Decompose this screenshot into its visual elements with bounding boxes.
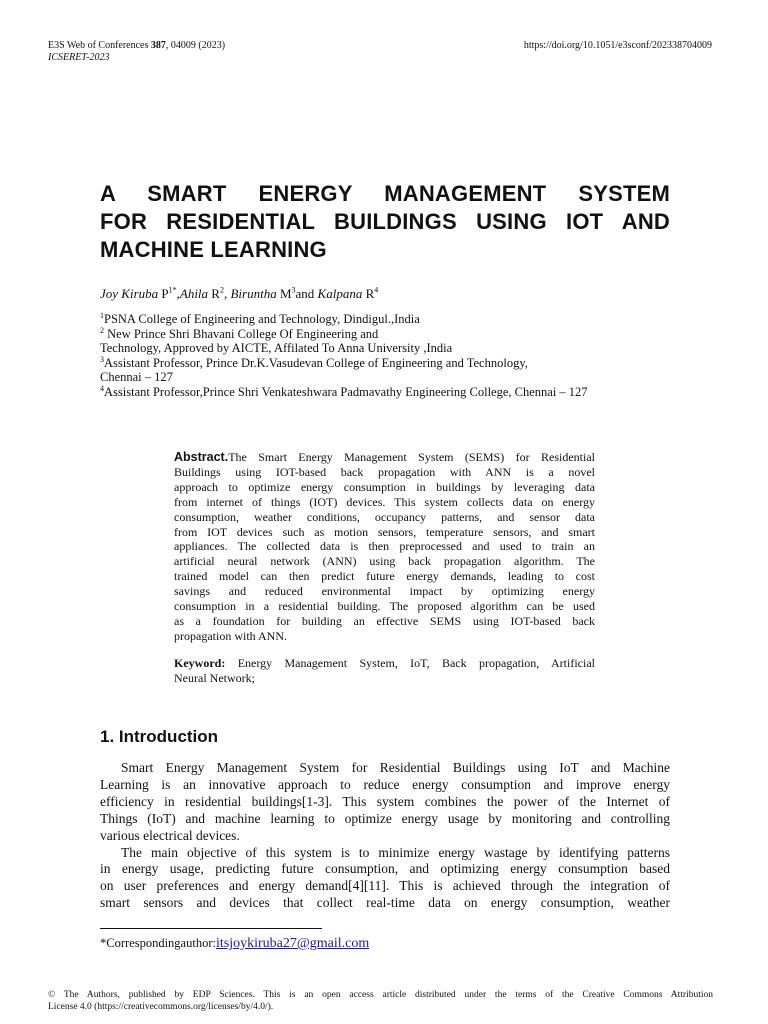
author-separator: , bbox=[223, 286, 231, 301]
abstract-line: consumption, weather conditions, occupancy patterns, and sensor data bbox=[174, 509, 595, 524]
author-separator: , bbox=[176, 286, 180, 301]
abstract-line: trained model can then predict future energy demands, leading to cost bbox=[174, 569, 595, 584]
journal-article: , 04009 (2023) bbox=[165, 40, 226, 51]
body-line: The main objective of this system is to minimize energy wastage by identifying patterns bbox=[121, 844, 670, 860]
title-line: MACHINE LEARNING bbox=[100, 237, 327, 262]
author-sup: 1* bbox=[168, 285, 177, 295]
footnote-divider bbox=[100, 928, 322, 929]
author-sup: 3 bbox=[291, 285, 296, 295]
body-line: Smart Energy Management System for Residential Buildings using IoT and Machine bbox=[121, 760, 670, 775]
abstract-line: as a foundation for building an effective SEMS using IOT-based back bbox=[174, 613, 595, 628]
author-sup: 2 bbox=[219, 285, 224, 295]
license-notice bbox=[48, 990, 713, 1013]
abstract-line bbox=[174, 450, 595, 465]
author-name: Ahila bbox=[179, 286, 209, 301]
keyword-line: Neural Network; bbox=[174, 670, 255, 685]
body-line: various electrical devices. bbox=[100, 827, 240, 843]
author-separator: and bbox=[295, 286, 318, 301]
affiliation-text: Assistant Professor,Prince Shri Venkateshwara Padmavathy Engineering College, Chennai – 127 bbox=[104, 384, 588, 399]
email-link[interactable]: itsjoykiruba27@gmail.com bbox=[215, 936, 370, 951]
abstract-line: appliances. The collected data is then preprocessed and used to train an bbox=[174, 539, 595, 554]
license-line: License 4.0 (https://creativecommons.org/licenses/by/4.0/). bbox=[48, 1001, 274, 1012]
doi-link[interactable]: https://doi.org/10.1051/e3sconf/202338704009 bbox=[523, 40, 712, 51]
abstract-line: from IOT devices such as motion sensors, temperature sensors, and smart bbox=[174, 524, 595, 539]
author-name: Biruntha bbox=[230, 286, 277, 301]
abstract-line: savings and reduced environmental impact by optimizing energy bbox=[174, 584, 595, 599]
affiliation-text: Chennai – 127 bbox=[100, 370, 173, 384]
body-line: smart sensors and devices that collect real-time data on energy consumption, weather bbox=[100, 895, 670, 911]
body-line: in energy usage, predicting future consumption, and optimizing energy consumption based bbox=[100, 861, 670, 877]
title-line: A SMART ENERGY MANAGEMENT SYSTEM bbox=[100, 181, 670, 206]
abstract-line: approach to optimize energy consumption in buildings by leveraging data bbox=[174, 479, 595, 494]
affiliation-text: Technology, Approved by AICTE, Affilated To Anna University ,India bbox=[100, 341, 453, 355]
paper-title bbox=[100, 180, 670, 264]
body-line: efficiency in residential buildings[1-3]. This system combines the power of the Internet of bbox=[100, 793, 670, 809]
title-line: FOR RESIDENTIAL BUILDINGS USING IOT AND bbox=[100, 209, 670, 234]
author-name: Joy Kiruba bbox=[100, 286, 159, 301]
keywords bbox=[174, 656, 595, 686]
abstract-line: artificial neural network (ANN) using back propagation algorithm. The bbox=[174, 554, 595, 569]
keyword-text: Energy Management System, IoT, Back propagation, Artificial bbox=[225, 656, 595, 670]
journal-volume: 387 bbox=[150, 40, 166, 51]
introduction-body bbox=[100, 760, 670, 912]
conference-name: ICSERET-2023 bbox=[48, 52, 110, 63]
footnote-prefix: *Correspondingauthor: bbox=[100, 936, 216, 950]
author-initial: M bbox=[276, 286, 292, 301]
keyword-line bbox=[174, 656, 595, 671]
affiliation-text: PSNA College of Engineering and Technology, Dindigul.,India bbox=[104, 312, 420, 326]
affiliation-sup: 3 bbox=[100, 354, 104, 364]
affiliation-text: Assistant Professor, Prince Dr.K.Vasudevan College of Engineering and Technology, bbox=[104, 355, 528, 370]
affiliation-line bbox=[100, 385, 670, 400]
journal-prefix: E3S Web of Conferences bbox=[48, 40, 151, 51]
keyword-label: Keyword: bbox=[174, 656, 226, 670]
section-heading: 1. Introduction bbox=[100, 727, 219, 746]
affiliation-sup: 1 bbox=[100, 310, 104, 320]
author-name: Kalpana bbox=[317, 286, 363, 301]
abstract-line: consumption in a residential building. The proposed algorithm can be used bbox=[174, 599, 595, 614]
author-initial: R bbox=[362, 286, 375, 301]
author-list bbox=[100, 286, 378, 302]
abstract bbox=[174, 450, 595, 644]
affiliation-line bbox=[100, 370, 670, 385]
author-initial: R bbox=[208, 286, 220, 301]
license-line: © The Authors, published by EDP Sciences. This is an open access article distributed under the terms of the Creative Commons Attribution bbox=[48, 990, 713, 1000]
abstract-heading: Abstract. bbox=[174, 450, 229, 464]
affiliation-line bbox=[100, 341, 670, 356]
abstract-line: propagation with ANN. bbox=[174, 628, 287, 643]
affiliation-line bbox=[100, 327, 670, 342]
affiliation-sup: 4 bbox=[100, 383, 104, 393]
abstract-first-line: The Smart Energy Management System (SEMS) for Residential bbox=[228, 450, 595, 464]
journal-citation bbox=[48, 40, 225, 52]
affiliation-line bbox=[100, 312, 670, 327]
author-sup: 4 bbox=[374, 285, 379, 295]
abstract-line: Buildings using IOT-based back propagation with ANN is a novel bbox=[174, 464, 595, 479]
affiliation-line bbox=[100, 356, 670, 371]
author-initial: P bbox=[158, 286, 169, 301]
body-line: Things (IoT) and machine learning to optimize energy usage by monitoring and controlling bbox=[100, 810, 670, 826]
corresponding-author-footnote bbox=[100, 936, 369, 951]
body-line: on user preferences and energy demand[4][11]. This is achieved through the integration of bbox=[100, 878, 670, 894]
affiliation-list bbox=[100, 312, 670, 399]
affiliation-text: New Prince Shri Bhavani College Of Engineering and bbox=[104, 326, 379, 341]
affiliation-sup: 2 bbox=[100, 325, 104, 335]
body-line: Learning is an innovative approach to reduce energy consumption and improve energy bbox=[100, 776, 670, 792]
abstract-line: from internet of things (IOT) devices. This system collects data on energy bbox=[174, 494, 595, 509]
